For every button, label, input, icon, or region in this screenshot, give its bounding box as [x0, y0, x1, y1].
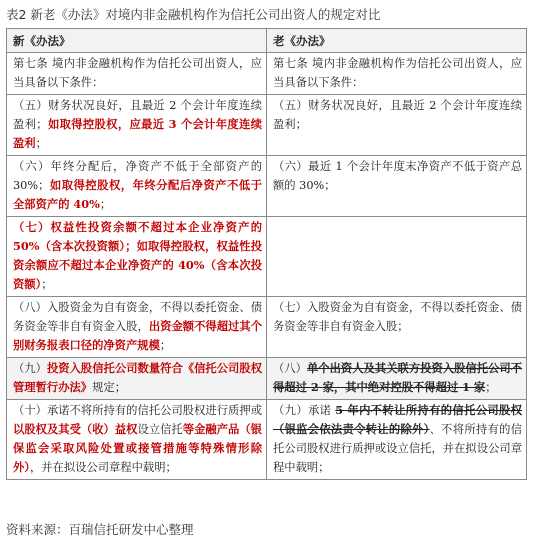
- table-row: [7, 156, 527, 217]
- table-caption: 表2 新老《办法》对境内非金融机构作为信托公司出资人的规定对比: [6, 7, 381, 22]
- old-measures-cell: [267, 297, 527, 358]
- clause-text: （五）财务状况良好，且最近 2 个会计年度连续盈利；: [273, 99, 522, 131]
- table-row: [7, 400, 527, 480]
- clause-text: （八）入股资金为自有资金，不得以委托资金、债务资金等非自有资金入股，: [13, 301, 262, 333]
- highlighted-text: 出资金额不得超过其个别财务报表口径的净资产规模: [13, 319, 262, 352]
- deleted-text: 单个出资人及其关联方投资入股信托公司不得超过 2 家，其中绝对控股不得超过 1 家: [273, 361, 522, 394]
- clause-text: （六）最近 1 个会计年度末净资产不低于资产总额的 30%；: [273, 160, 522, 192]
- clause-text: 、不将所持有的信托公司股权进行质押或设立信托，并在拟设公司章程中载明；: [273, 423, 522, 474]
- new-measures-cell: [7, 53, 267, 95]
- clause-text: （六）年终分配后，净资产不低于全部资产的 30%；: [13, 160, 262, 192]
- clause-text: （九）: [13, 362, 47, 375]
- highlighted-text: 等金融产品（银保监会采取风险处置或接管措施等特殊情形除外）: [13, 422, 262, 474]
- highlighted-text: 投资入股信托公司数量符合《信托公司股权管理暂行办法》: [13, 361, 262, 394]
- old-measures-cell: [267, 95, 527, 156]
- old-measures-header: 老《办法》: [267, 29, 527, 53]
- old-measures-cell: [267, 217, 527, 297]
- clause-text: 规定；: [92, 381, 126, 394]
- old-measures-cell: [267, 53, 527, 95]
- clause-text: 第七条 境内非金融机构作为信托公司出资人，应当具备以下条件：: [13, 57, 262, 89]
- clause-text: ，并在拟设公司章程中载明；: [29, 461, 177, 474]
- table-row: [7, 217, 527, 297]
- clause-text: ；: [485, 381, 497, 394]
- clause-text: （九）承诺: [273, 404, 336, 417]
- old-measures-cell: [267, 358, 527, 400]
- new-measures-cell: [7, 217, 267, 297]
- table-row: [7, 53, 527, 95]
- new-measures-cell: [7, 156, 267, 217]
- old-measures-cell: [267, 400, 527, 480]
- comparison-table: [6, 28, 527, 480]
- clause-text: （七）入股资金为自有资金，不得以委托资金、债务资金等非自有资金入股；: [273, 301, 522, 333]
- new-measures-header: 新《办法》: [7, 29, 267, 53]
- new-measures-cell: [7, 297, 267, 358]
- clause-text: ；: [99, 198, 112, 211]
- old-measures-cell: [267, 156, 527, 217]
- table-row: [7, 297, 527, 358]
- new-measures-cell: [7, 400, 267, 480]
- table-row: [7, 95, 527, 156]
- highlighted-text: （七）权益性投资余额不超过本企业净资产的 50%（含本次投资额）；如取得控股权，权益性投资余额应不超过本企业净资产的 40%（含本次投资额）: [13, 220, 262, 291]
- source-note: 资料来源：百瑞信托研发中心整理: [6, 522, 194, 537]
- clause-text: ；: [41, 278, 53, 291]
- new-measures-cell: [7, 95, 267, 156]
- deleted-text: 5 年内不转让所持有的信托公司股权（银监会依法责令转让的除外）: [273, 403, 523, 436]
- header-row: [7, 29, 527, 53]
- new-measures-cell: [7, 358, 267, 400]
- clause-text: （十）承诺不将所持有的信托公司股权进行质押或: [13, 404, 262, 417]
- clause-text: 第七条 境内非金融机构作为信托公司出资人，应当具备以下条件：: [273, 57, 522, 89]
- highlighted-text: 如取得控股权，应最近 3 个会计年度连续盈利: [13, 117, 262, 150]
- highlighted-text: 如取得控股权，年终分配后净资产不低于全部资产的 40%: [13, 178, 262, 211]
- clause-text: （八）: [273, 362, 307, 375]
- table-row: [7, 358, 527, 400]
- clause-text: （五）财务状况良好，且最近 2 个会计年度连续盈利；: [13, 99, 262, 131]
- highlighted-text: 以股权及其受（收）益权: [13, 422, 138, 436]
- clause-text: ；: [159, 339, 172, 352]
- clause-text: 设立信托: [137, 423, 183, 436]
- clause-text: ；: [35, 137, 47, 150]
